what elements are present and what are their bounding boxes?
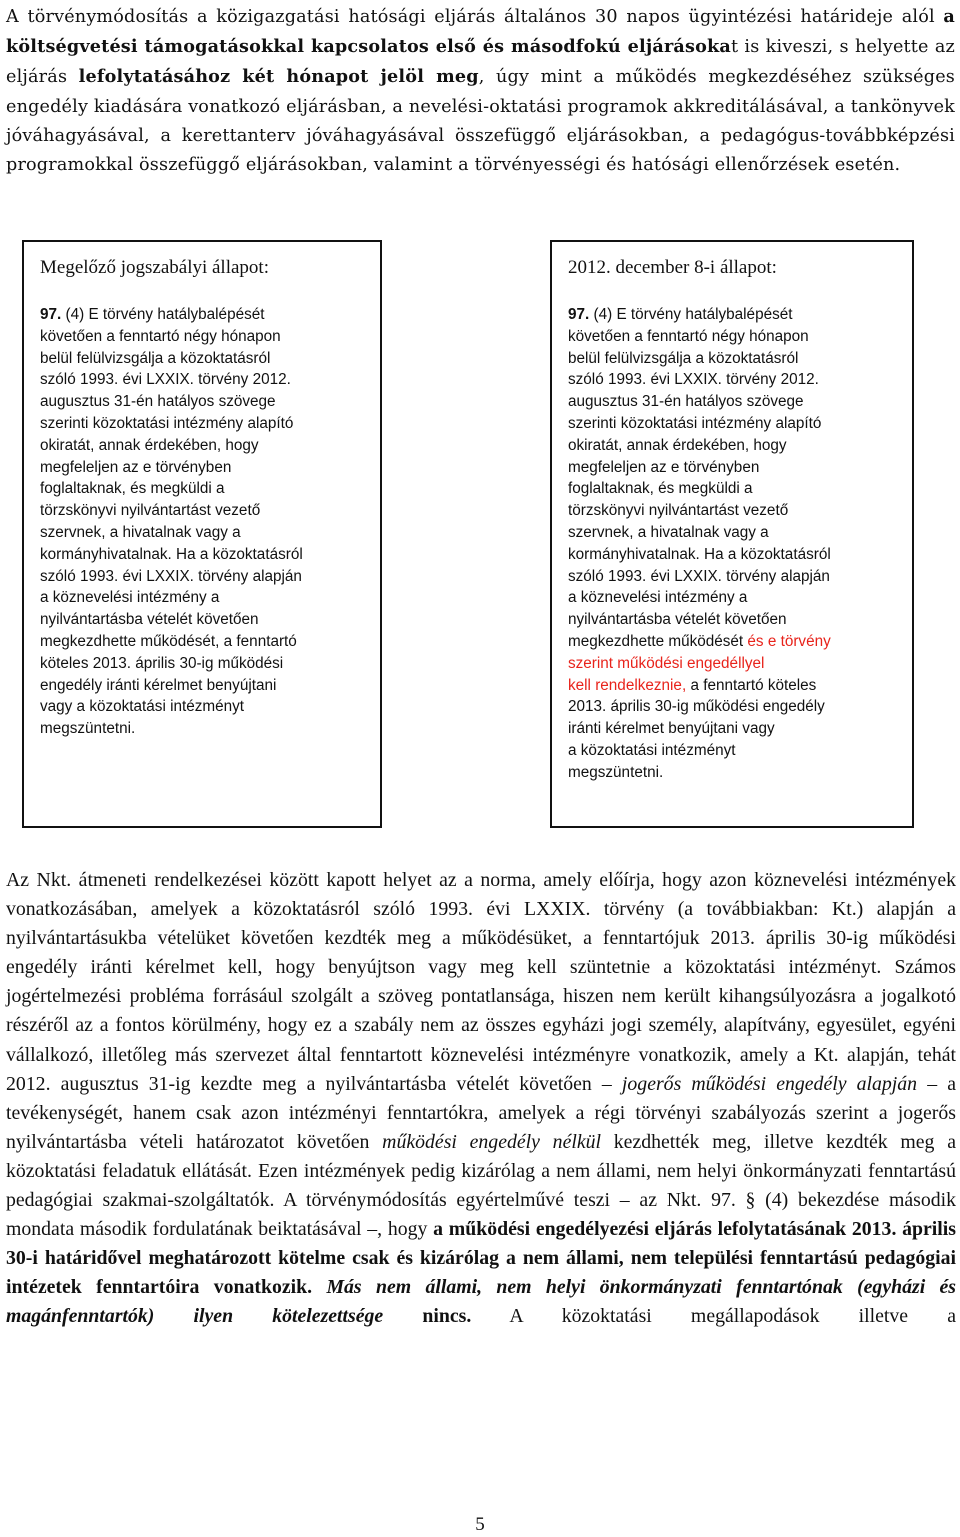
commentary-italic-2: működési engedély nélkül — [382, 1130, 602, 1153]
text-line: a köznevelési intézmény a — [568, 589, 748, 607]
amended-line-3 — [568, 675, 903, 697]
text-line: követően a fenntartó négy hónapon — [568, 327, 809, 345]
amendment-highlight-3: kell rendelkeznie, — [568, 676, 687, 694]
text-line: vagy a közoktatási intézményt — [40, 698, 245, 716]
section-number: 97. — [40, 306, 62, 323]
text-line: megszüntetni. — [40, 720, 136, 738]
amendment-highlight-1: és e törvény — [747, 632, 831, 650]
first-line-rest: (4) E törvény hatálybalépését — [61, 306, 265, 323]
intro-bold-1: a költségvetési támogatásokkal kapcsolatos első és másodfokú eljárásoka — [6, 6, 955, 58]
first-line-rest: (4) E törvény hatálybalépését — [589, 306, 793, 323]
text-line: kormányhivatalnak. Ha a közoktatásról — [568, 545, 831, 563]
current-law-heading: 2012. december 8-i állapot: — [568, 257, 777, 278]
amended-line-3-black: a fenntartó köteles — [686, 676, 817, 694]
current-law-text — [568, 304, 903, 784]
text-line: megfeleljen az e törvényben — [568, 458, 760, 476]
commentary-italic-1: jogerős működési engedély alapján — [621, 1072, 918, 1095]
commentary-bold-1: a működési engedélyezési eljárás lefolytatásának 2013. április 30-i határidővel meghatározott kötelme csak és kizárólag a nem állami, nem települési fenntartású pedagógiai intézetek fenntartóira vonatkozik. — [6, 1218, 956, 1299]
commentary-text-2: – a tevékenységét, hanem csak azon intézményi fenntartókra, amelyek a régi törvényi szabályozás szerint a jogerős nyilvántartásba vételi határozatot követően — [6, 1072, 956, 1153]
text-line: megkezdhette működését, a fenntartó — [40, 632, 297, 650]
text-line: engedély iránti kérelmet benyújtani — [40, 676, 277, 694]
commentary-bold-2: nincs. — [383, 1305, 472, 1328]
text-line: a köznevelési intézmény a — [40, 589, 220, 607]
text-line: szerinti közoktatási intézmény alapító — [40, 414, 294, 432]
text-line: 2013. április 30-ig működési engedély — [568, 698, 825, 716]
text-line: okiratát, annak érdekében, hogy — [40, 436, 259, 454]
amended-line-1 — [568, 631, 903, 653]
text-line: szóló 1993. évi LXXIX. törvény alapján — [568, 567, 830, 585]
previous-law-heading: Megelőző jogszabályi állapot: — [40, 257, 269, 278]
previous-law-box — [22, 240, 382, 828]
text-line: foglaltaknak, és megküldi a — [568, 480, 753, 498]
text-line: szóló 1993. évi LXXIX. törvény 2012. — [40, 371, 291, 389]
text-line: belül felülvizsgálja a közoktatásról — [40, 349, 271, 367]
intro-text-1: A törvénymódosítás a közigazgatási hatósági eljárás általános 30 napos ügyintézési határideje alól — [6, 7, 944, 27]
intro-text-2: t is kiveszi, s helyette az eljárás — [6, 37, 955, 88]
text-line: törzskönyvi nyilvántartást vezető — [568, 502, 789, 520]
text-line: követően a fenntartó négy hónapon — [40, 327, 281, 345]
text-line: kormányhivatalnak. Ha a közoktatásról — [40, 545, 303, 563]
text-line: köteles 2013. április 30-ig működési — [40, 654, 284, 672]
previous-law-text — [40, 304, 375, 740]
text-line: iránti kérelmet benyújtani vagy — [568, 720, 775, 738]
text-line: belül felülvizsgálja a közoktatásról — [568, 349, 799, 367]
previous-law-first-line — [40, 304, 375, 326]
intro-bold-2: lefolytatásához két hónapot jelöl meg — [78, 66, 479, 88]
text-line: a közoktatási intézményt — [568, 741, 736, 759]
commentary-text-4: A közoktatási megállapodások illetve a — [471, 1305, 956, 1328]
amended-line-1-black: megkezdhette működését — [568, 632, 748, 650]
text-line: nyilvántartásba vételét követően — [568, 611, 787, 629]
commentary-bold-italic: Más nem állami, nem helyi önkormányzati fenntartónak (egyházi és magánfenntartók) ilyen kötelezettsége — [6, 1276, 956, 1328]
text-line: megfeleljen az e törvényben — [40, 458, 232, 476]
text-line: okiratát, annak érdekében, hogy — [568, 436, 787, 454]
current-law-box — [550, 240, 914, 828]
current-law-first-line — [568, 304, 903, 326]
text-line: nyilvántartásba vételét követően — [40, 611, 259, 629]
text-line: szervnek, a hivatalnak vagy a — [40, 523, 241, 541]
text-line: szerinti közoktatási intézmény alapító — [568, 414, 822, 432]
commentary-text-3: kezdhették meg, illetve kezdték meg a közoktatási feladatuk ellátását. Ezen intézmények pedig kizárólag a nem állami, nem helyi önkormányzati fenntartású pedagógiai szakmai-szolgáltatók. A törvénymódosítás egyértelművé teszi – az Nkt. 97. § (4) bekezdése második mondata második fordulatának beiktatásával –, hogy — [6, 1130, 956, 1241]
text-line: megszüntetni. — [568, 763, 664, 781]
text-line: augusztus 31-én hatályos szövege — [40, 393, 276, 411]
amendment-highlight-2: szerint működési engedéllyel — [568, 654, 765, 672]
commentary-paragraph — [6, 866, 956, 1332]
text-line: szóló 1993. évi LXXIX. törvény alapján — [40, 567, 302, 585]
intro-paragraph — [6, 2, 955, 180]
text-line: augusztus 31-én hatályos szövege — [568, 393, 804, 411]
commentary-text-1: Az Nkt. átmeneti rendelkezései között kapott helyet az a norma, amely előírja, hogy azon köznevelési intézmények vonatkozásában, amelyek a közoktatásról szóló 1993. évi LXXIX. törvény (a továbbiakban: Kt.) alapján a nyilvántartásukba vételüket követően kezdték meg a működésüket, a fenntartójuk 2013. április 30-ig működési engedély iránti kérelmet kell, hogy benyújtson vagy meg kell szüntetnie a közoktatási intézményt. Számos jogértelmezési probléma forrásául szolgált a szöveg pontatlansága, hiszen nem került kihangsúlyozásra a jogalkotó részéről az a fontos körülmény, hogy ez a szabály nem az összes egyházi jogi személy, alapítvány, egyesület, egyéni vállalkozó, illetőleg más szervezet által fenntartott köznevelési intézményre vonatkozik, amely a Kt. alapján, tehát 2012. augusztus 31-ig kezdte meg a nyilvántartásba vételét követően – — [6, 869, 956, 1095]
text-line: szervnek, a hivatalnak vagy a — [568, 523, 769, 541]
text-line: szóló 1993. évi LXXIX. törvény 2012. — [568, 371, 819, 389]
commentary-space — [312, 1276, 326, 1298]
text-line: foglaltaknak, és megküldi a — [40, 480, 225, 498]
text-line: törzskönyvi nyilvántartást vezető — [40, 502, 261, 520]
page-number: 5 — [475, 1514, 485, 1535]
intro-text-3: , úgy mint a működés megkezdéséhez szükséges engedély kiadására vonatkozó eljárásban, a nevelési-oktatási programok akkreditálásával, a tankönyvek jóváhagyásával, a kerettanterv jóváhagyásával összefüggő eljárásokban, a pedagógus-továbbképzési programokkal összefüggő eljárásokban, valamint a törvényességi és hatósági ellenőrzések esetén. — [6, 67, 955, 176]
section-number: 97. — [568, 306, 590, 323]
